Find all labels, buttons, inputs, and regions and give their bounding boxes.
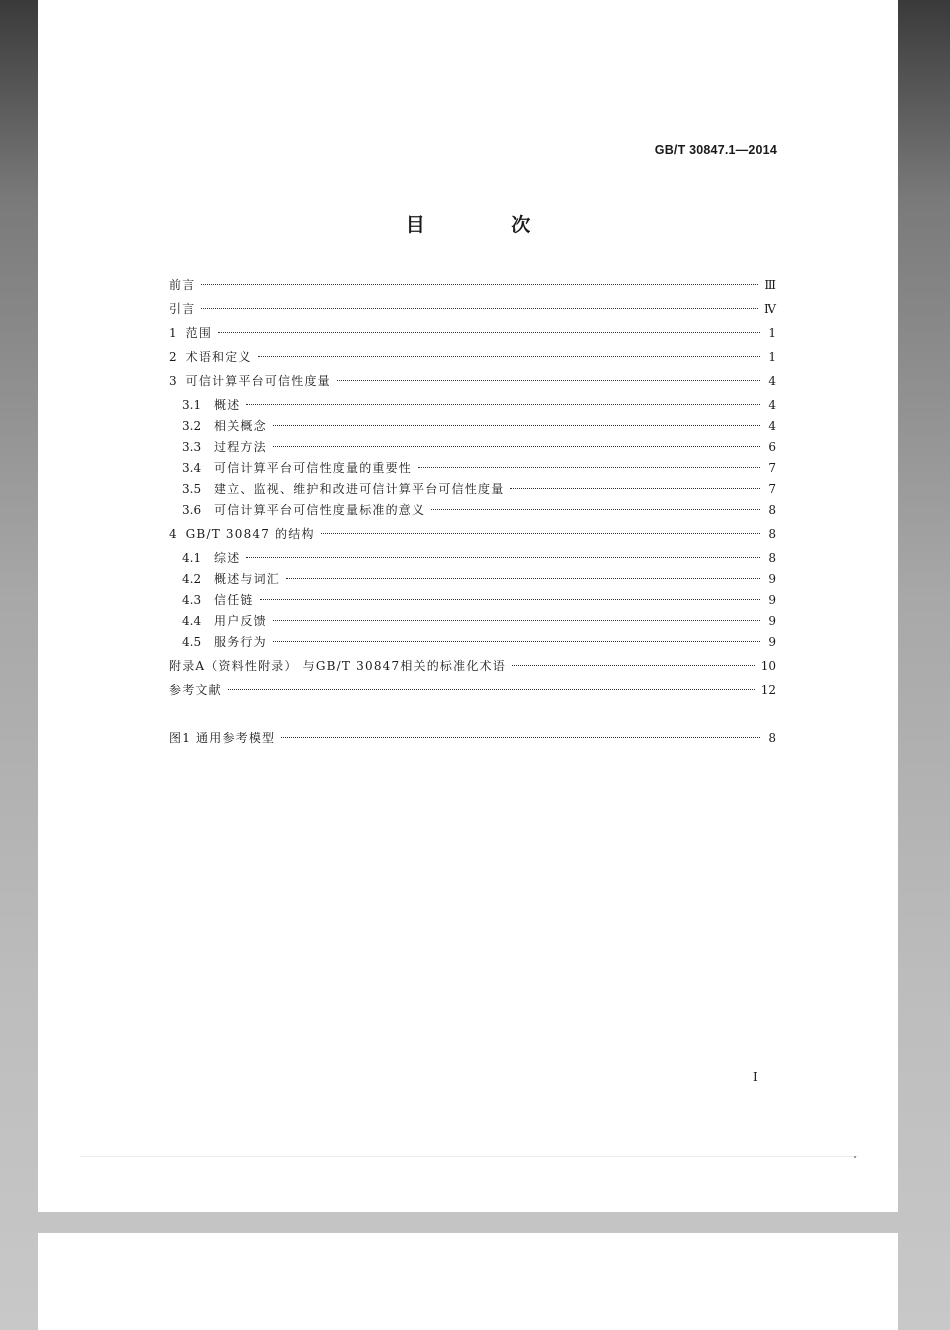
page-divider [80, 1156, 858, 1157]
toc-entry-number: 4.4 [182, 614, 202, 628]
toc-entry[interactable] [169, 324, 776, 342]
toc-entry-page: 1 [768, 350, 776, 364]
toc-leader-dots [273, 620, 760, 621]
toc-entry[interactable] [169, 372, 776, 390]
toc-entry-label: 术语和定义 [185, 350, 252, 364]
toc-leader-dots [281, 737, 760, 738]
toc-leader-dots [228, 689, 755, 690]
toc-entry-number: 4.3 [182, 593, 202, 607]
toc-entry-number: 4.5 [182, 635, 202, 649]
toc-entry-number: 4.1 [182, 551, 202, 565]
toc-entry-label: 用户反馈 [214, 614, 267, 628]
toc-entry[interactable] [169, 525, 776, 543]
toc-entry-label: 建立、监视、维护和改进可信计算平台可信性度量 [214, 482, 505, 496]
toc-entry-label: 范围 [185, 326, 213, 340]
scan-speck [854, 1156, 856, 1158]
toc-entry-label: GB/T 30847 的结构 [185, 527, 315, 541]
toc-entry-page: 8 [768, 551, 776, 565]
toc-entry-number: 3.2 [182, 419, 202, 433]
toc-leader-dots [201, 308, 758, 309]
toc-entry-number: 4 [169, 527, 177, 541]
toc-entry[interactable] [169, 501, 776, 519]
toc-entry-page: 1 [768, 326, 776, 340]
toc-entry-number: 3.5 [182, 482, 202, 496]
toc-entry-page: 8 [768, 527, 776, 541]
page-title: 目 次 [405, 214, 571, 236]
toc-entry-number: 3.6 [182, 503, 202, 517]
toc-entry-page: 7 [768, 482, 776, 496]
toc-leader-dots [510, 488, 760, 489]
toc-entry-number: 2 [169, 350, 177, 364]
toc-entry[interactable] [169, 570, 776, 588]
toc-entry-label: 参考文献 [169, 683, 222, 697]
toc-leader-dots [246, 557, 760, 558]
standard-number: GB/T 30847.1—2014 [654, 143, 777, 157]
toc-leader-dots [258, 356, 760, 357]
toc-leader-dots [246, 404, 760, 405]
toc-entry-page: 9 [768, 572, 776, 586]
toc-leader-dots [273, 641, 760, 642]
toc-entry[interactable] [169, 612, 776, 630]
toc-entry-page: Ⅳ [764, 302, 776, 316]
toc-entry-label: 服务行为 [214, 635, 267, 649]
toc-leader-dots [431, 509, 760, 510]
toc-entry-page: 9 [768, 635, 776, 649]
toc-entry-label: 前言 [169, 278, 196, 292]
toc-entry-label: 可信计算平台可信性度量标准的意义 [214, 503, 426, 517]
toc-entry[interactable] [169, 633, 776, 651]
toc-entry-page: Ⅲ [764, 278, 776, 292]
toc-entry-number: 3.4 [182, 461, 202, 475]
toc-entry-page: 9 [768, 593, 776, 607]
toc-leader-dots [218, 332, 760, 333]
toc-entry[interactable] [169, 657, 776, 675]
toc-entry-label: 相关概念 [214, 419, 267, 433]
toc-entry-number: 3.1 [182, 398, 202, 412]
toc-entry[interactable] [169, 348, 776, 366]
toc-entry-label: 附录A（资料性附录） 与GB/T 30847相关的标准化术语 [169, 659, 506, 673]
toc-entry-label: 可信计算平台可信性度量的重要性 [214, 461, 413, 475]
toc-entry-page: 4 [768, 374, 776, 388]
toc-entry-number: 4.2 [182, 572, 202, 586]
toc-entry-number: 1 [169, 326, 177, 340]
toc-leader-dots [512, 665, 755, 666]
toc-entry[interactable] [169, 591, 776, 609]
toc-entry-number: 3 [169, 374, 177, 388]
toc-entry-page: 12 [760, 683, 776, 697]
toc-entry-page: 8 [768, 503, 776, 517]
toc-entry-page: 4 [768, 398, 776, 412]
toc-entry-page: 7 [768, 461, 776, 475]
toc-leader-dots [418, 467, 760, 468]
toc-leader-dots [337, 380, 760, 381]
toc-entry-page: 9 [768, 614, 776, 628]
toc-entry[interactable] [169, 300, 776, 318]
toc-entry-label: 概述 [214, 398, 241, 412]
toc-entry-label: 引言 [169, 302, 196, 316]
toc-leader-dots [201, 284, 758, 285]
toc-entry-page: 6 [768, 440, 776, 454]
toc-entry-label: 综述 [214, 551, 241, 565]
toc-entry-page: 8 [768, 731, 776, 745]
toc-leader-dots [260, 599, 760, 600]
toc-entry-label: 过程方法 [214, 440, 267, 454]
toc-entry[interactable] [169, 729, 776, 747]
toc-entry-label: 概述与词汇 [214, 572, 281, 586]
toc-leader-dots [273, 425, 760, 426]
next-page [38, 1233, 898, 1330]
toc-entry-label: 可信计算平台可信性度量 [185, 374, 331, 388]
toc-entry-page: 4 [768, 419, 776, 433]
toc-entry-number: 3.3 [182, 440, 202, 454]
toc-entry-label: 图1 通用参考模型 [169, 731, 276, 745]
toc-entry[interactable] [169, 276, 776, 294]
toc-entry[interactable] [169, 480, 776, 498]
document-page [38, 0, 898, 1212]
toc-leader-dots [273, 446, 760, 447]
toc-entry[interactable] [169, 681, 776, 699]
toc-entry[interactable] [169, 459, 776, 477]
toc-entry[interactable] [169, 417, 776, 435]
toc-entry[interactable] [169, 549, 776, 567]
toc-leader-dots [286, 578, 760, 579]
page-folio: I [753, 1070, 758, 1084]
toc-entry-label: 信任链 [214, 593, 254, 607]
toc-leader-dots [321, 533, 760, 534]
toc-entry-page: 10 [760, 659, 776, 673]
toc-entry[interactable] [169, 396, 776, 414]
toc-entry[interactable] [169, 438, 776, 456]
